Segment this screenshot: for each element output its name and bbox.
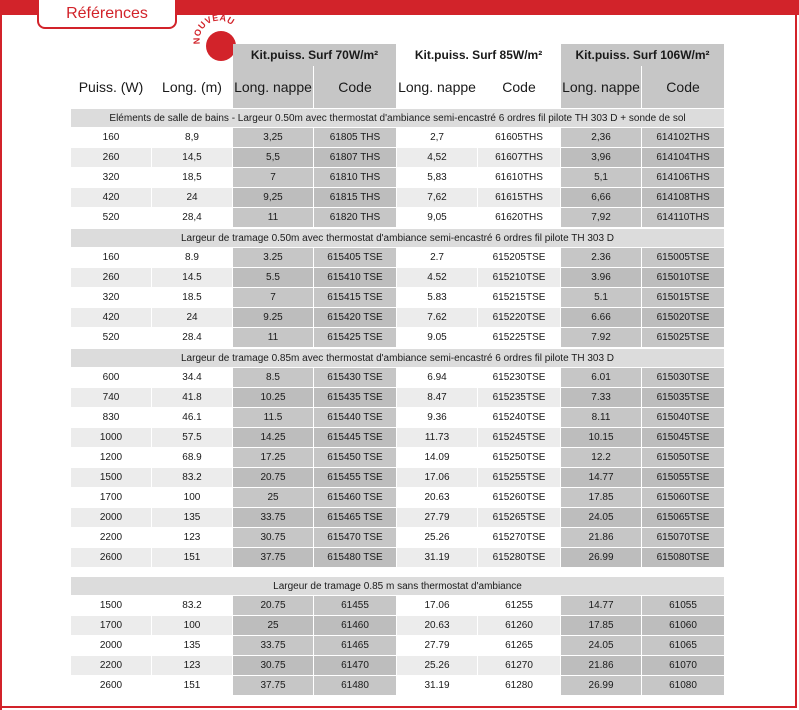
table-cell: 33.75: [233, 636, 313, 656]
section-header-row: [71, 576, 724, 596]
table-cell: 615240TSE: [478, 408, 560, 428]
header-long: Long. (m): [162, 79, 222, 95]
table-cell: 25: [233, 616, 313, 636]
table-cell: 2,7: [397, 128, 477, 148]
table-cell: 2600: [71, 548, 151, 568]
table-row: [71, 676, 724, 696]
table-cell: 9,25: [233, 188, 313, 208]
section-header-row: [71, 228, 724, 248]
table-cell: 615020TSE: [642, 308, 724, 328]
header-kit-85: Kit.puiss. Surf 85W/m²: [397, 44, 560, 66]
table-cell: 1700: [71, 488, 151, 508]
table-row: [71, 488, 724, 508]
references-table: [70, 44, 725, 696]
table-cell: 25.26: [397, 528, 477, 548]
table-cell: 61255: [478, 596, 560, 616]
table-cell: 740: [71, 388, 151, 408]
table-cell: 61270: [478, 656, 560, 676]
table-cell: 25.26: [397, 656, 477, 676]
table-cell: 5.5: [233, 268, 313, 288]
table-cell: 26.99: [561, 676, 641, 696]
table-cell: 83.2: [152, 596, 232, 616]
table-cell: 14.77: [561, 596, 641, 616]
table-cell: 123: [152, 656, 232, 676]
table-cell: 614110THS: [642, 208, 724, 228]
table-cell: 615025TSE: [642, 328, 724, 348]
table-cell: 2,36: [561, 128, 641, 148]
table-cell: 2.36: [561, 248, 641, 268]
table-cell: 46.1: [152, 408, 232, 428]
table-cell: 20.75: [233, 596, 313, 616]
table-row: [71, 428, 724, 448]
table-cell: 5,1: [561, 168, 641, 188]
table-cell: 3.96: [561, 268, 641, 288]
table-cell: 615220TSE: [478, 308, 560, 328]
table-cell: 61605THS: [478, 128, 560, 148]
table-cell: 160: [71, 128, 151, 148]
table-cell: 11.5: [233, 408, 313, 428]
table-cell: 61065: [642, 636, 724, 656]
table-cell: 61470: [314, 656, 396, 676]
table-cell: 28,4: [152, 208, 232, 228]
table-cell: 615430 TSE: [314, 368, 396, 388]
table-cell: 615245TSE: [478, 428, 560, 448]
table-cell: 123: [152, 528, 232, 548]
table-row: [71, 248, 724, 268]
table-cell: 14.09: [397, 448, 477, 468]
table-cell: 420: [71, 308, 151, 328]
table-cell: 61807 THS: [314, 148, 396, 168]
table-cell: 61805 THS: [314, 128, 396, 148]
table-cell: 61460: [314, 616, 396, 636]
table-cell: 615420 TSE: [314, 308, 396, 328]
table-cell: 615040TSE: [642, 408, 724, 428]
table-cell: 135: [152, 508, 232, 528]
table-cell: 615230TSE: [478, 368, 560, 388]
table-cell: 10.15: [561, 428, 641, 448]
section-header-row: [71, 108, 724, 128]
table-cell: 615250TSE: [478, 448, 560, 468]
table-cell: 61820 THS: [314, 208, 396, 228]
table-cell: 21.86: [561, 656, 641, 676]
table-cell: 615050TSE: [642, 448, 724, 468]
table-cell: 10.25: [233, 388, 313, 408]
table-cell: 83.2: [152, 468, 232, 488]
table-row: [71, 328, 724, 348]
table-cell: 61055: [642, 596, 724, 616]
table-cell: 28.4: [152, 328, 232, 348]
table-cell: 151: [152, 676, 232, 696]
table-row: [71, 548, 724, 568]
table-cell: 68.9: [152, 448, 232, 468]
table-cell: 1200: [71, 448, 151, 468]
section-title: Largeur de tramage 0.85 m sans thermostat d'ambiance: [71, 576, 724, 596]
section-header-row: [71, 348, 724, 368]
table-cell: 61607THS: [478, 148, 560, 168]
table-cell: 12.2: [561, 448, 641, 468]
table-cell: 615005TSE: [642, 248, 724, 268]
table-row: [71, 208, 724, 228]
table-cell: 6.66: [561, 308, 641, 328]
table-cell: 830: [71, 408, 151, 428]
table-cell: 615255TSE: [478, 468, 560, 488]
header-long-nappe-70: Long. nappe: [233, 66, 313, 108]
table-cell: 615235TSE: [478, 388, 560, 408]
table-row: [71, 148, 724, 168]
table-cell: 7,92: [561, 208, 641, 228]
table-cell: 5,5: [233, 148, 313, 168]
table-cell: 615405 TSE: [314, 248, 396, 268]
table-cell: 4.52: [397, 268, 477, 288]
table-cell: 7.62: [397, 308, 477, 328]
table-cell: 615445 TSE: [314, 428, 396, 448]
table-cell: 8.9: [152, 248, 232, 268]
table-cell: 100: [152, 616, 232, 636]
table-row: [71, 128, 724, 148]
table-cell: 25: [233, 488, 313, 508]
table-cell: 615415 TSE: [314, 288, 396, 308]
table-cell: 615480 TSE: [314, 548, 396, 568]
table-cell: 37.75: [233, 676, 313, 696]
table-cell: 100: [152, 488, 232, 508]
header-code-85: Code: [502, 79, 536, 95]
table-cell: 14.77: [561, 468, 641, 488]
table-cell: 61620THS: [478, 208, 560, 228]
table-cell: 615080TSE: [642, 548, 724, 568]
table-cell: 27.79: [397, 636, 477, 656]
table-cell: 18.5: [152, 288, 232, 308]
table-row: [71, 188, 724, 208]
table-row: [71, 508, 724, 528]
table-cell: 5,83: [397, 168, 477, 188]
table-cell: 61610THS: [478, 168, 560, 188]
section-title: Largeur de tramage 0.50m avec thermostat d'ambiance semi-encastré 6 ordres fil pilote TH 303 D: [71, 228, 724, 248]
table-cell: 6,66: [561, 188, 641, 208]
table-cell: 7.33: [561, 388, 641, 408]
table-cell: 3,96: [561, 148, 641, 168]
table-cell: 9.05: [397, 328, 477, 348]
table-row: [71, 168, 724, 188]
table-cell: 24: [152, 188, 232, 208]
table-row: [71, 388, 724, 408]
table-cell: 30.75: [233, 656, 313, 676]
table-cell: 61060: [642, 616, 724, 636]
table-cell: 26.99: [561, 548, 641, 568]
table-cell: 615215TSE: [478, 288, 560, 308]
table-cell: 34.4: [152, 368, 232, 388]
table-cell: 615035TSE: [642, 388, 724, 408]
table-cell: 17.06: [397, 596, 477, 616]
table-cell: 2200: [71, 528, 151, 548]
table-cell: 160: [71, 248, 151, 268]
table-cell: 8.5: [233, 368, 313, 388]
table-cell: 615015TSE: [642, 288, 724, 308]
table-cell: 6.01: [561, 368, 641, 388]
table-cell: 21.86: [561, 528, 641, 548]
table-cell: 615280TSE: [478, 548, 560, 568]
table-cell: 61615THS: [478, 188, 560, 208]
table-cell: 33.75: [233, 508, 313, 528]
table-cell: 8,9: [152, 128, 232, 148]
table-cell: 61260: [478, 616, 560, 636]
table-cell: 14.5: [152, 268, 232, 288]
table-cell: 615055TSE: [642, 468, 724, 488]
table-cell: 9.25: [233, 308, 313, 328]
table-cell: 11.73: [397, 428, 477, 448]
table-cell: 7.92: [561, 328, 641, 348]
section-spacer: [71, 568, 724, 576]
table-cell: 41.8: [152, 388, 232, 408]
table-cell: 17.85: [561, 488, 641, 508]
table-row: [71, 636, 724, 656]
table-cell: 151: [152, 548, 232, 568]
table-cell: 61815 THS: [314, 188, 396, 208]
table-row: [71, 596, 724, 616]
header-long-nappe-106: Long. nappe: [561, 66, 641, 108]
table-cell: 57.5: [152, 428, 232, 448]
table-cell: 615410 TSE: [314, 268, 396, 288]
table-cell: 20.75: [233, 468, 313, 488]
table-cell: 260: [71, 148, 151, 168]
table-cell: 615465 TSE: [314, 508, 396, 528]
references-tab: [37, 0, 177, 29]
table-cell: 7: [233, 168, 313, 188]
table-cell: 320: [71, 288, 151, 308]
table-cell: 2000: [71, 636, 151, 656]
table-cell: 615070TSE: [642, 528, 724, 548]
table-cell: 520: [71, 328, 151, 348]
table-body: [71, 108, 724, 696]
table-cell: 520: [71, 208, 151, 228]
header-kit-106: Kit.puiss. Surf 106W/m²: [561, 44, 724, 66]
table-cell: 17.85: [561, 616, 641, 636]
table-cell: 7: [233, 288, 313, 308]
table-cell: 615470 TSE: [314, 528, 396, 548]
table-cell: 600: [71, 368, 151, 388]
table-cell: 615210TSE: [478, 268, 560, 288]
table-row: [71, 448, 724, 468]
table-cell: 14,5: [152, 148, 232, 168]
table-cell: 9.36: [397, 408, 477, 428]
table-cell: 614104THS: [642, 148, 724, 168]
table-cell: 3.25: [233, 248, 313, 268]
table-cell: 615455 TSE: [314, 468, 396, 488]
table-cell: 17.06: [397, 468, 477, 488]
table-cell: 1500: [71, 596, 151, 616]
table-cell: 615060TSE: [642, 488, 724, 508]
badge-text: NOUVEAU: [191, 14, 237, 45]
table-cell: 24: [152, 308, 232, 328]
table-cell: 615225TSE: [478, 328, 560, 348]
table-cell: 615265TSE: [478, 508, 560, 528]
table-cell: 615460 TSE: [314, 488, 396, 508]
table-cell: 615450 TSE: [314, 448, 396, 468]
table-cell: 615045TSE: [642, 428, 724, 448]
table-cell: 614106THS: [642, 168, 724, 188]
table-cell: 615260TSE: [478, 488, 560, 508]
table-cell: 2.7: [397, 248, 477, 268]
table-cell: 61080: [642, 676, 724, 696]
table-cell: 615270TSE: [478, 528, 560, 548]
table-cell: 2000: [71, 508, 151, 528]
table-cell: 615205TSE: [478, 248, 560, 268]
table-cell: 320: [71, 168, 151, 188]
table-cell: 37.75: [233, 548, 313, 568]
header-long-nappe-85: Long. nappe: [398, 79, 476, 95]
table-cell: 615010TSE: [642, 268, 724, 288]
table-cell: 61455: [314, 596, 396, 616]
table-cell: 4,52: [397, 148, 477, 168]
table-cell: 1500: [71, 468, 151, 488]
table-cell: 61465: [314, 636, 396, 656]
table-cell: 5.83: [397, 288, 477, 308]
table-cell: 14.25: [233, 428, 313, 448]
table-row: [71, 528, 724, 548]
table-cell: 615425 TSE: [314, 328, 396, 348]
table-cell: 1700: [71, 616, 151, 636]
table-cell: 18,5: [152, 168, 232, 188]
table-cell: 8.47: [397, 388, 477, 408]
table-cell: 11: [233, 208, 313, 228]
table-cell: 31.19: [397, 548, 477, 568]
table-cell: 615030TSE: [642, 368, 724, 388]
table-cell: 420: [71, 188, 151, 208]
table-row: [71, 468, 724, 488]
table-cell: 31.19: [397, 676, 477, 696]
table-cell: 30.75: [233, 528, 313, 548]
header-code-106: Code: [642, 66, 724, 108]
table-row: [71, 408, 724, 428]
table-cell: 2200: [71, 656, 151, 676]
table-cell: 615065TSE: [642, 508, 724, 528]
table-cell: 3,25: [233, 128, 313, 148]
table-cell: 61265: [478, 636, 560, 656]
table-cell: 24.05: [561, 636, 641, 656]
table-cell: 6.94: [397, 368, 477, 388]
table-cell: 61480: [314, 676, 396, 696]
table-cell: 2600: [71, 676, 151, 696]
table-cell: 9,05: [397, 208, 477, 228]
table-cell: 135: [152, 636, 232, 656]
section-title: Largeur de tramage 0.85m avec thermostat d'ambiance semi-encastré 6 ordres fil pilote TH 303 D: [71, 348, 724, 368]
header-kit-70: Kit.puiss. Surf 70W/m²: [233, 44, 396, 66]
table-row: [71, 268, 724, 288]
table-cell: 614102THS: [642, 128, 724, 148]
frame-left-border: [0, 15, 2, 710]
table-cell: 61070: [642, 656, 724, 676]
table-row: [71, 288, 724, 308]
table-cell: 27.79: [397, 508, 477, 528]
table-cell: 1000: [71, 428, 151, 448]
table-cell: 614108THS: [642, 188, 724, 208]
table-cell: 61280: [478, 676, 560, 696]
table-cell: 8.11: [561, 408, 641, 428]
header-puiss: Puiss. (W): [78, 79, 144, 95]
table-cell: 5.1: [561, 288, 641, 308]
table-cell: 7,62: [397, 188, 477, 208]
page-title: Références: [66, 5, 148, 22]
section-title: Eléments de salle de bains - Largeur 0.50m avec thermostat d'ambiance semi-encastré 6 ordres fil pilote TH 303 D + sonde de sol: [71, 108, 724, 128]
table-cell: 11: [233, 328, 313, 348]
table-row: [71, 616, 724, 636]
table-row: [71, 368, 724, 388]
table-cell: 615440 TSE: [314, 408, 396, 428]
table-cell: 20.63: [397, 488, 477, 508]
table-cell: 615435 TSE: [314, 388, 396, 408]
table-cell: 20.63: [397, 616, 477, 636]
table-cell: 61810 THS: [314, 168, 396, 188]
table-cell: 260: [71, 268, 151, 288]
table-row: [71, 308, 724, 328]
table-row: [71, 656, 724, 676]
table-cell: 24.05: [561, 508, 641, 528]
table-cell: 17.25: [233, 448, 313, 468]
header-code-70: Code: [314, 66, 396, 108]
